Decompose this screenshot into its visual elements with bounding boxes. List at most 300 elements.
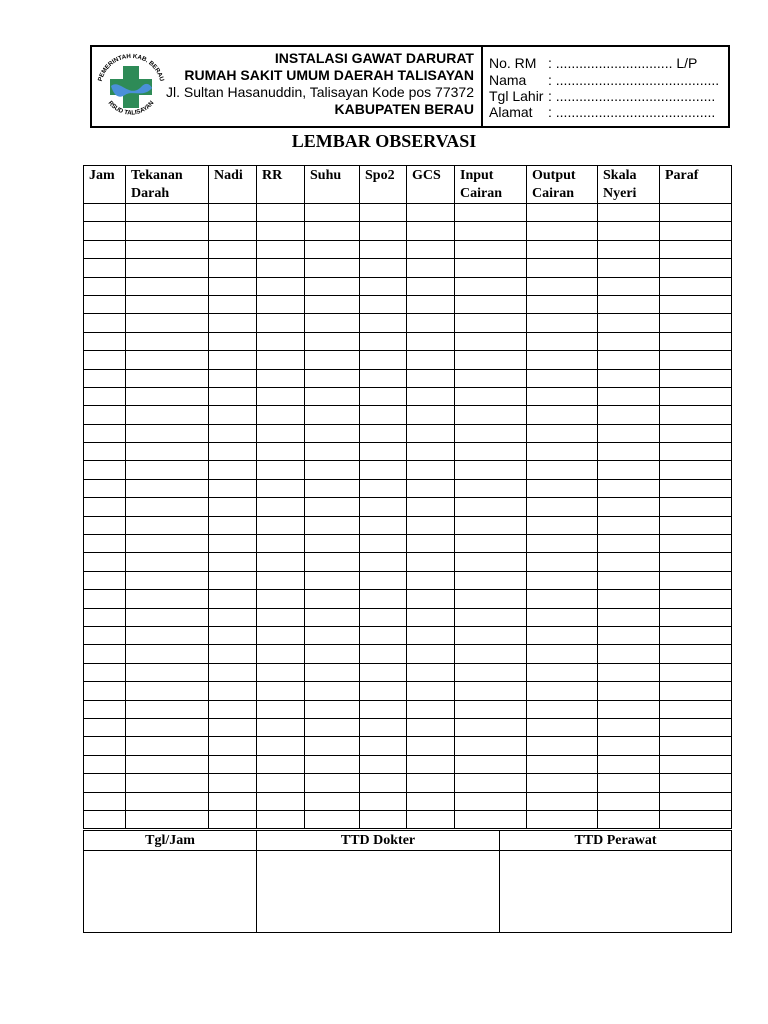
table-cell[interactable] — [209, 571, 257, 589]
table-cell[interactable] — [360, 240, 407, 258]
table-cell[interactable] — [257, 387, 305, 405]
table-cell[interactable] — [257, 332, 305, 350]
table-cell[interactable] — [360, 461, 407, 479]
table-cell[interactable] — [305, 332, 360, 350]
table-cell[interactable] — [660, 608, 732, 626]
table-cell[interactable] — [257, 553, 305, 571]
table-cell[interactable] — [527, 498, 598, 516]
table-cell[interactable] — [407, 204, 455, 222]
table-cell[interactable] — [126, 792, 209, 810]
table-cell[interactable] — [84, 351, 126, 369]
table-cell[interactable] — [455, 590, 527, 608]
table-cell[interactable] — [209, 295, 257, 313]
table-cell[interactable] — [84, 535, 126, 553]
table-cell[interactable] — [305, 718, 360, 736]
table-cell[interactable] — [305, 626, 360, 644]
table-cell[interactable] — [455, 718, 527, 736]
table-cell[interactable] — [84, 479, 126, 497]
table-cell[interactable] — [455, 516, 527, 534]
table-cell[interactable] — [407, 240, 455, 258]
table-cell[interactable] — [455, 277, 527, 295]
table-cell[interactable] — [209, 516, 257, 534]
table-cell[interactable] — [257, 663, 305, 681]
table-cell[interactable] — [407, 406, 455, 424]
table-cell[interactable] — [455, 774, 527, 792]
table-cell[interactable] — [84, 571, 126, 589]
table-cell[interactable] — [305, 737, 360, 755]
table-cell[interactable] — [527, 516, 598, 534]
table-cell[interactable] — [660, 535, 732, 553]
table-cell[interactable] — [209, 755, 257, 773]
table-cell[interactable] — [407, 571, 455, 589]
table-cell[interactable] — [84, 590, 126, 608]
table-cell[interactable] — [407, 663, 455, 681]
table-cell[interactable] — [527, 369, 598, 387]
table-cell[interactable] — [257, 240, 305, 258]
table-cell[interactable] — [257, 479, 305, 497]
table-cell[interactable] — [455, 700, 527, 718]
table-cell[interactable] — [126, 406, 209, 424]
table-cell[interactable] — [360, 277, 407, 295]
table-cell[interactable] — [84, 718, 126, 736]
table-cell[interactable] — [660, 737, 732, 755]
table-cell[interactable] — [209, 314, 257, 332]
table-cell[interactable] — [527, 535, 598, 553]
table-cell[interactable] — [455, 682, 527, 700]
table-cell[interactable] — [209, 700, 257, 718]
table-cell[interactable] — [660, 792, 732, 810]
table-cell[interactable] — [209, 626, 257, 644]
table-cell[interactable] — [360, 718, 407, 736]
table-cell[interactable] — [257, 204, 305, 222]
table-cell[interactable] — [527, 295, 598, 313]
table-cell[interactable] — [360, 663, 407, 681]
table-cell[interactable] — [257, 259, 305, 277]
table-cell[interactable] — [598, 443, 660, 461]
table-cell[interactable] — [305, 590, 360, 608]
table-cell[interactable] — [360, 810, 407, 828]
table-cell[interactable] — [598, 516, 660, 534]
table-cell[interactable] — [305, 204, 360, 222]
table-cell[interactable] — [305, 553, 360, 571]
table-cell[interactable] — [209, 737, 257, 755]
table-cell[interactable] — [209, 553, 257, 571]
table-cell[interactable] — [407, 387, 455, 405]
table-cell[interactable] — [84, 774, 126, 792]
table-cell[interactable] — [598, 498, 660, 516]
table-cell[interactable] — [84, 682, 126, 700]
table-cell[interactable] — [84, 204, 126, 222]
table-cell[interactable] — [527, 222, 598, 240]
table-cell[interactable] — [598, 277, 660, 295]
table-cell[interactable] — [407, 810, 455, 828]
table-cell[interactable] — [455, 406, 527, 424]
table-cell[interactable] — [598, 424, 660, 442]
table-cell[interactable] — [407, 314, 455, 332]
table-cell[interactable] — [126, 222, 209, 240]
table-cell[interactable] — [598, 204, 660, 222]
table-cell[interactable] — [360, 204, 407, 222]
table-cell[interactable] — [305, 774, 360, 792]
table-cell[interactable] — [305, 222, 360, 240]
table-cell[interactable] — [527, 645, 598, 663]
table-cell[interactable] — [209, 406, 257, 424]
table-cell[interactable] — [360, 479, 407, 497]
table-cell[interactable] — [527, 443, 598, 461]
table-cell[interactable] — [126, 516, 209, 534]
table-cell[interactable] — [360, 626, 407, 644]
table-cell[interactable] — [455, 535, 527, 553]
table-cell[interactable] — [527, 737, 598, 755]
table-cell[interactable] — [660, 443, 732, 461]
table-cell[interactable] — [126, 810, 209, 828]
table-cell[interactable] — [360, 755, 407, 773]
table-cell[interactable] — [305, 535, 360, 553]
table-cell[interactable] — [84, 810, 126, 828]
table-cell[interactable] — [598, 553, 660, 571]
table-cell[interactable] — [527, 718, 598, 736]
table-cell[interactable] — [209, 222, 257, 240]
table-cell[interactable] — [660, 755, 732, 773]
table-cell[interactable] — [257, 424, 305, 442]
table-cell[interactable] — [360, 295, 407, 313]
table-cell[interactable] — [126, 369, 209, 387]
table-cell[interactable] — [360, 406, 407, 424]
table-cell[interactable] — [527, 406, 598, 424]
table-cell[interactable] — [660, 700, 732, 718]
table-cell[interactable] — [660, 332, 732, 350]
table-cell[interactable] — [126, 259, 209, 277]
table-cell[interactable] — [455, 810, 527, 828]
table-cell[interactable] — [126, 571, 209, 589]
table-cell[interactable] — [360, 516, 407, 534]
table-cell[interactable] — [126, 755, 209, 773]
table-cell[interactable] — [305, 663, 360, 681]
table-cell[interactable] — [126, 479, 209, 497]
table-cell[interactable] — [126, 626, 209, 644]
table-cell[interactable] — [84, 737, 126, 755]
table-cell[interactable] — [305, 516, 360, 534]
table-cell[interactable] — [257, 461, 305, 479]
table-cell[interactable] — [660, 277, 732, 295]
table-cell[interactable] — [660, 516, 732, 534]
table-cell[interactable] — [598, 406, 660, 424]
table-cell[interactable] — [455, 645, 527, 663]
table-cell[interactable] — [257, 498, 305, 516]
table-cell[interactable] — [360, 774, 407, 792]
table-cell[interactable] — [360, 571, 407, 589]
table-cell[interactable] — [660, 204, 732, 222]
table-cell[interactable] — [407, 277, 455, 295]
table-cell[interactable] — [126, 314, 209, 332]
table-cell[interactable] — [84, 259, 126, 277]
table-cell[interactable] — [84, 755, 126, 773]
table-cell[interactable] — [407, 516, 455, 534]
table-cell[interactable] — [84, 608, 126, 626]
table-cell[interactable] — [455, 663, 527, 681]
table-cell[interactable] — [598, 737, 660, 755]
table-cell[interactable] — [305, 240, 360, 258]
table-cell[interactable] — [527, 571, 598, 589]
table-cell[interactable] — [598, 682, 660, 700]
table-cell[interactable] — [407, 626, 455, 644]
table-cell[interactable] — [407, 737, 455, 755]
table-cell[interactable] — [126, 204, 209, 222]
table-cell[interactable] — [598, 332, 660, 350]
table-cell[interactable] — [305, 682, 360, 700]
table-cell[interactable] — [84, 553, 126, 571]
table-cell[interactable] — [527, 553, 598, 571]
table-cell[interactable] — [455, 571, 527, 589]
table-cell[interactable] — [455, 443, 527, 461]
table-cell[interactable] — [305, 700, 360, 718]
table-cell[interactable] — [209, 682, 257, 700]
table-cell[interactable] — [407, 590, 455, 608]
table-cell[interactable] — [455, 351, 527, 369]
table-cell[interactable] — [598, 240, 660, 258]
table-cell[interactable] — [257, 351, 305, 369]
table-cell[interactable] — [598, 700, 660, 718]
table-cell[interactable] — [126, 240, 209, 258]
table-cell[interactable] — [455, 369, 527, 387]
table-cell[interactable] — [84, 516, 126, 534]
table-cell[interactable] — [209, 590, 257, 608]
table-cell[interactable] — [598, 571, 660, 589]
table-cell[interactable] — [84, 626, 126, 644]
table-cell[interactable] — [209, 535, 257, 553]
table-cell[interactable] — [305, 387, 360, 405]
table-cell[interactable] — [84, 498, 126, 516]
table-cell[interactable] — [126, 645, 209, 663]
table-cell[interactable] — [209, 663, 257, 681]
table-cell[interactable] — [360, 314, 407, 332]
table-cell[interactable] — [527, 277, 598, 295]
table-cell[interactable] — [660, 351, 732, 369]
table-cell[interactable] — [257, 608, 305, 626]
table-cell[interactable] — [598, 774, 660, 792]
table-cell[interactable] — [660, 626, 732, 644]
table-cell[interactable] — [84, 369, 126, 387]
table-cell[interactable] — [126, 387, 209, 405]
table-cell[interactable] — [660, 240, 732, 258]
table-cell[interactable] — [527, 259, 598, 277]
table-cell[interactable] — [209, 461, 257, 479]
table-cell[interactable] — [360, 259, 407, 277]
table-cell[interactable] — [360, 608, 407, 626]
table-cell[interactable] — [209, 240, 257, 258]
table-cell[interactable] — [257, 590, 305, 608]
table-cell[interactable] — [360, 369, 407, 387]
table-cell[interactable] — [407, 259, 455, 277]
table-cell[interactable] — [598, 810, 660, 828]
table-cell[interactable] — [660, 479, 732, 497]
table-cell[interactable] — [126, 774, 209, 792]
table-cell[interactable] — [209, 387, 257, 405]
table-cell[interactable] — [209, 369, 257, 387]
table-cell[interactable] — [360, 792, 407, 810]
table-cell[interactable] — [598, 461, 660, 479]
table-cell[interactable] — [407, 222, 455, 240]
table-cell[interactable] — [660, 810, 732, 828]
table-cell[interactable] — [407, 608, 455, 626]
table-cell[interactable] — [84, 277, 126, 295]
table-cell[interactable] — [527, 810, 598, 828]
table-cell[interactable] — [455, 792, 527, 810]
table-cell[interactable] — [257, 792, 305, 810]
table-cell[interactable] — [209, 608, 257, 626]
table-cell[interactable] — [126, 718, 209, 736]
table-cell[interactable] — [360, 387, 407, 405]
table-cell[interactable] — [305, 369, 360, 387]
table-cell[interactable] — [84, 645, 126, 663]
table-cell[interactable] — [527, 755, 598, 773]
table-cell[interactable] — [660, 406, 732, 424]
table-cell[interactable] — [305, 351, 360, 369]
table-cell[interactable] — [527, 792, 598, 810]
table-cell[interactable] — [305, 461, 360, 479]
table-cell[interactable] — [407, 479, 455, 497]
table-cell[interactable] — [305, 424, 360, 442]
table-cell[interactable] — [305, 498, 360, 516]
table-cell[interactable] — [660, 259, 732, 277]
table-cell[interactable] — [527, 774, 598, 792]
table-cell[interactable] — [407, 700, 455, 718]
table-cell[interactable] — [305, 443, 360, 461]
table-cell[interactable] — [209, 645, 257, 663]
table-cell[interactable] — [84, 222, 126, 240]
table-cell[interactable] — [527, 626, 598, 644]
table-cell[interactable] — [360, 222, 407, 240]
table-cell[interactable] — [660, 369, 732, 387]
table-cell[interactable] — [84, 240, 126, 258]
table-cell[interactable] — [305, 792, 360, 810]
table-cell[interactable] — [84, 424, 126, 442]
table-cell[interactable] — [305, 810, 360, 828]
table-cell[interactable] — [305, 755, 360, 773]
table-cell[interactable] — [598, 645, 660, 663]
table-cell[interactable] — [360, 498, 407, 516]
table-cell[interactable] — [598, 259, 660, 277]
table-cell[interactable] — [407, 774, 455, 792]
table-cell[interactable] — [84, 700, 126, 718]
table-cell[interactable] — [660, 663, 732, 681]
table-cell[interactable] — [126, 424, 209, 442]
table-cell[interactable] — [660, 222, 732, 240]
table-cell[interactable] — [407, 755, 455, 773]
table-cell[interactable] — [360, 535, 407, 553]
table-cell[interactable] — [407, 295, 455, 313]
table-cell[interactable] — [209, 774, 257, 792]
table-cell[interactable] — [407, 332, 455, 350]
table-cell[interactable] — [455, 498, 527, 516]
table-cell[interactable] — [660, 774, 732, 792]
table-cell[interactable] — [660, 590, 732, 608]
ttd-dokter-cell[interactable] — [257, 851, 500, 933]
table-cell[interactable] — [126, 663, 209, 681]
table-cell[interactable] — [527, 461, 598, 479]
table-cell[interactable] — [126, 443, 209, 461]
table-cell[interactable] — [84, 406, 126, 424]
table-cell[interactable] — [527, 204, 598, 222]
table-cell[interactable] — [598, 222, 660, 240]
table-cell[interactable] — [360, 682, 407, 700]
table-cell[interactable] — [209, 277, 257, 295]
table-cell[interactable] — [660, 387, 732, 405]
table-cell[interactable] — [660, 553, 732, 571]
table-cell[interactable] — [209, 351, 257, 369]
table-cell[interactable] — [126, 295, 209, 313]
table-cell[interactable] — [257, 810, 305, 828]
table-cell[interactable] — [84, 314, 126, 332]
table-cell[interactable] — [660, 571, 732, 589]
table-cell[interactable] — [455, 479, 527, 497]
table-cell[interactable] — [407, 498, 455, 516]
table-cell[interactable] — [407, 369, 455, 387]
table-cell[interactable] — [257, 295, 305, 313]
table-cell[interactable] — [209, 332, 257, 350]
table-cell[interactable] — [407, 461, 455, 479]
table-cell[interactable] — [407, 443, 455, 461]
table-cell[interactable] — [126, 498, 209, 516]
table-cell[interactable] — [126, 332, 209, 350]
table-cell[interactable] — [126, 682, 209, 700]
table-cell[interactable] — [360, 424, 407, 442]
table-cell[interactable] — [257, 369, 305, 387]
table-cell[interactable] — [84, 461, 126, 479]
table-cell[interactable] — [126, 590, 209, 608]
tgl-jam-cell[interactable] — [84, 851, 257, 933]
table-cell[interactable] — [257, 718, 305, 736]
table-cell[interactable] — [305, 314, 360, 332]
table-cell[interactable] — [305, 479, 360, 497]
table-cell[interactable] — [598, 479, 660, 497]
table-cell[interactable] — [455, 295, 527, 313]
table-cell[interactable] — [257, 222, 305, 240]
table-cell[interactable] — [527, 351, 598, 369]
table-cell[interactable] — [257, 774, 305, 792]
table-cell[interactable] — [407, 682, 455, 700]
table-cell[interactable] — [598, 663, 660, 681]
table-cell[interactable] — [360, 351, 407, 369]
table-cell[interactable] — [527, 700, 598, 718]
table-cell[interactable] — [305, 259, 360, 277]
table-cell[interactable] — [407, 535, 455, 553]
table-cell[interactable] — [455, 387, 527, 405]
table-cell[interactable] — [84, 443, 126, 461]
table-cell[interactable] — [209, 424, 257, 442]
table-cell[interactable] — [126, 700, 209, 718]
table-cell[interactable] — [360, 700, 407, 718]
table-cell[interactable] — [360, 553, 407, 571]
table-cell[interactable] — [455, 240, 527, 258]
table-cell[interactable] — [209, 498, 257, 516]
table-cell[interactable] — [84, 295, 126, 313]
table-cell[interactable] — [455, 626, 527, 644]
table-cell[interactable] — [598, 626, 660, 644]
table-cell[interactable] — [660, 645, 732, 663]
table-cell[interactable] — [209, 479, 257, 497]
table-cell[interactable] — [527, 387, 598, 405]
table-cell[interactable] — [660, 424, 732, 442]
table-cell[interactable] — [257, 406, 305, 424]
table-cell[interactable] — [598, 535, 660, 553]
table-cell[interactable] — [598, 369, 660, 387]
table-cell[interactable] — [257, 755, 305, 773]
table-cell[interactable] — [305, 406, 360, 424]
table-cell[interactable] — [305, 608, 360, 626]
table-cell[interactable] — [84, 332, 126, 350]
table-cell[interactable] — [598, 314, 660, 332]
